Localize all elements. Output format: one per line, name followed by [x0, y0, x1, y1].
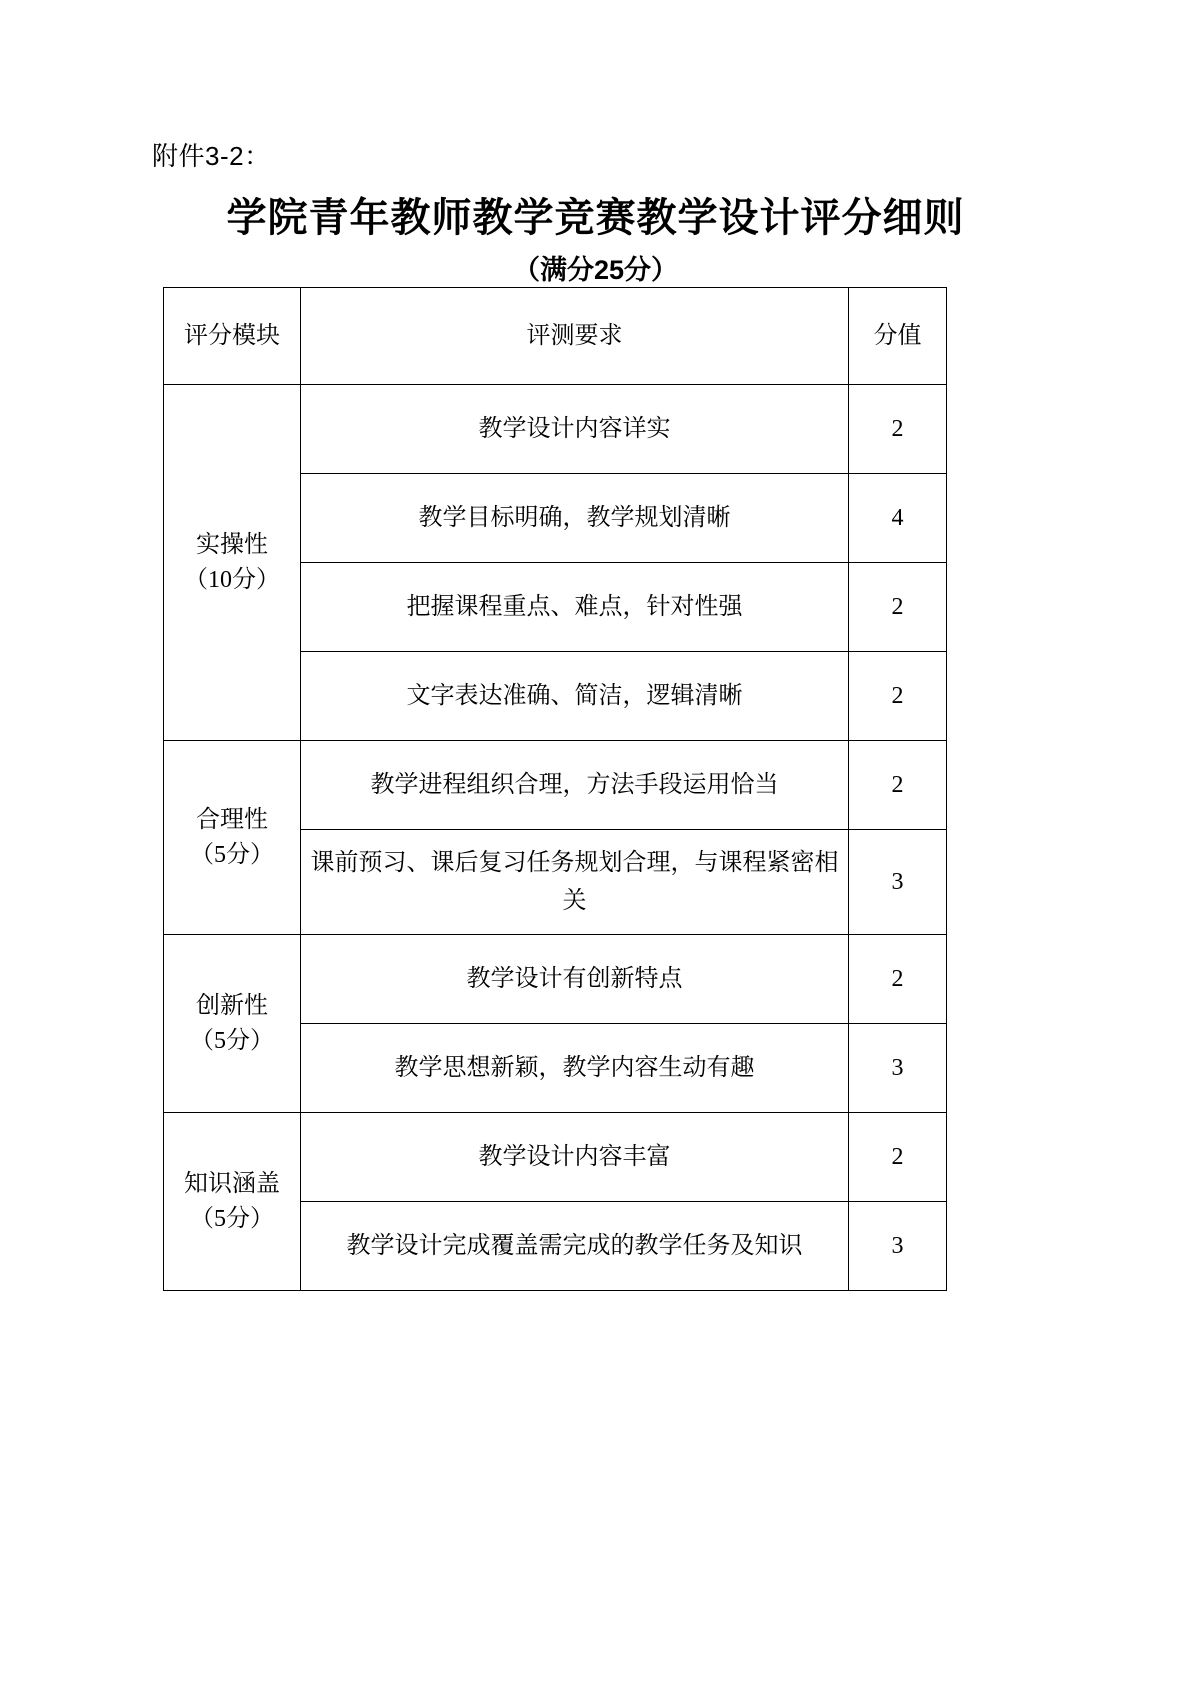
module-points: （10分） [184, 566, 280, 593]
table-row [164, 935, 947, 1024]
module-cell-3 [164, 935, 301, 1113]
module-points: （5分） [190, 841, 274, 868]
page-subtitle: （满分25分） [512, 255, 679, 285]
requirement-cell: 教学设计有创新特点 [301, 935, 849, 1024]
scoring-criteria-table [163, 287, 947, 1291]
table-row [164, 741, 947, 830]
requirement-cell: 教学思想新颖，教学内容生动有趣 [301, 1024, 849, 1113]
requirement-cell: 教学设计内容丰富 [301, 1113, 849, 1202]
score-cell: 2 [849, 935, 947, 1024]
module-cell-4 [164, 1113, 301, 1291]
score-cell: 2 [849, 563, 947, 652]
requirement-cell: 文字表达准确、简洁，逻辑清晰 [301, 652, 849, 741]
table-header-row [164, 288, 947, 385]
score-cell: 4 [849, 474, 947, 563]
score-cell: 3 [849, 1202, 947, 1291]
header-score: 分值 [849, 288, 947, 385]
table-row [164, 385, 947, 474]
score-cell: 3 [849, 830, 947, 935]
requirement-cell: 课前预习、课后复习任务规划合理，与课程紧密相关 [301, 830, 849, 935]
module-name: 知识涵盖 [184, 1170, 280, 1197]
requirement-cell: 教学设计内容详实 [301, 385, 849, 474]
module-name: 实操性 [196, 531, 268, 558]
table-row [164, 1113, 947, 1202]
score-cell: 2 [849, 652, 947, 741]
score-cell: 2 [849, 385, 947, 474]
score-cell: 3 [849, 1024, 947, 1113]
module-cell-1 [164, 385, 301, 741]
module-name: 创新性 [196, 992, 268, 1019]
header-requirement: 评测要求 [301, 288, 849, 385]
module-points: （5分） [190, 1205, 274, 1232]
module-points: （5分） [190, 1027, 274, 1054]
page-title: 学院青年教师教学竞赛教学设计评分细则 [226, 196, 965, 240]
requirement-cell: 教学进程组织合理，方法手段运用恰当 [301, 741, 849, 830]
requirement-cell: 把握课程重点、难点，针对性强 [301, 563, 849, 652]
requirement-cell: 教学目标明确，教学规划清晰 [301, 474, 849, 563]
score-cell: 2 [849, 1113, 947, 1202]
attachment-label: 附件3-2： [152, 141, 271, 171]
module-name: 合理性 [196, 806, 268, 833]
requirement-cell: 教学设计完成覆盖需完成的教学任务及知识 [301, 1202, 849, 1291]
header-module: 评分模块 [164, 288, 301, 385]
module-cell-2 [164, 741, 301, 935]
score-cell: 2 [849, 741, 947, 830]
